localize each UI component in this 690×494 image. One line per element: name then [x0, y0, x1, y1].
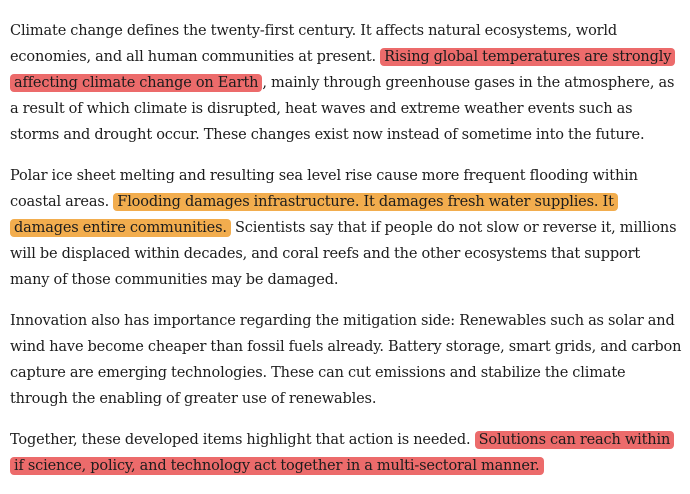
paragraph-conclusion	[10, 427, 682, 479]
paragraph-flooding	[10, 163, 682, 293]
paragraph-innovation	[10, 308, 682, 412]
highlight-red[interactable]: Rising global temperatures are strongly affecting climate change on Earth	[10, 48, 675, 92]
text-segment: Together, these developed items highlight that action is needed.	[10, 432, 475, 448]
highlight-orange[interactable]: Flooding damages infrastructure. It damages fresh water supplies. It damages entire communities.	[10, 193, 618, 237]
document-body	[10, 18, 682, 494]
text-segment: , mainly through greenhouse gases in the atmosphere, as a result of which climate is disrupted, heat waves and extreme weather events such as storms and drought occur. These changes exist now instead of sometime into the future.	[10, 75, 675, 143]
text-segment: Polar ice sheet melting and resulting sea level rise cause more frequent flooding within coastal areas.	[10, 168, 638, 210]
text-segment: Scientists say that if people do not slow or reverse it, millions will be displaced within decades, and coral reefs and the other ecosystems that support many of those communities may be damaged.	[10, 220, 677, 288]
text-segment: Climate change defines the twenty-first century. It affects natural ecosystems, world economies, and all human communities at present.	[10, 23, 618, 65]
text-segment: Innovation also has importance regarding the mitigation side: Renewables such as solar and wind have become cheaper than fossil fuels already. Battery storage, smart grids, and carbon capture are emerging technologies. These can cut emissions and stabilize the climate through the enabling of greater use of renewables.	[10, 313, 682, 407]
paragraph-intro	[10, 18, 682, 148]
highlight-red[interactable]: Solutions can reach within if science, policy, and technology act together in a multi-sectoral manner.	[10, 431, 674, 475]
